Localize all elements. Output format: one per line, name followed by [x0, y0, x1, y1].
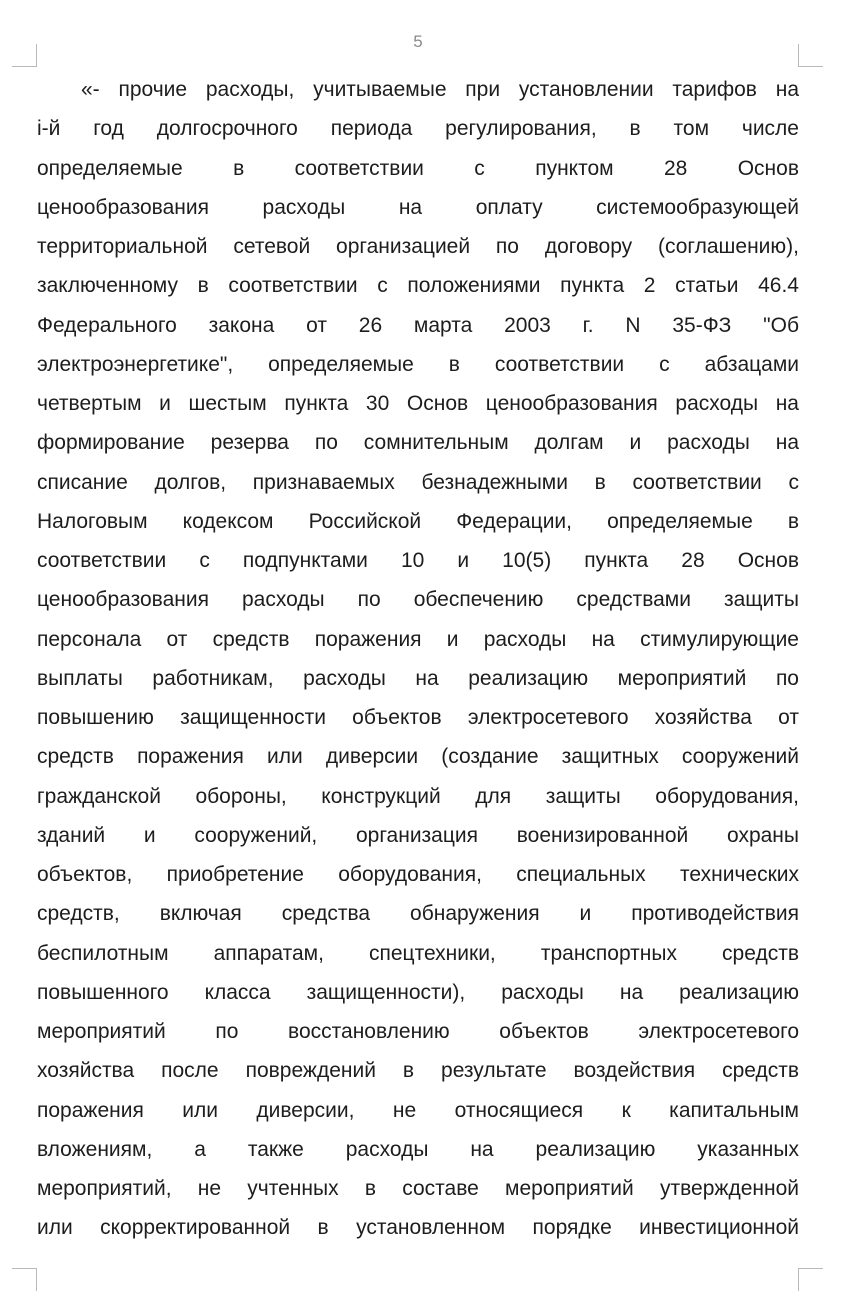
text-line: средств поражения или диверсии (создание защитных сооружений	[37, 745, 799, 769]
text-line: четвертым и шестым пункта 30 Основ ценообразования расходы на	[37, 392, 799, 415]
text-line: формирование резерва по сомнительным долгам и расходы на	[37, 431, 799, 455]
crop-mark-top-right	[798, 44, 823, 67]
text-line: повышению защищенности объектов электросетевого хозяйства от	[37, 706, 799, 729]
text-line: Налоговым кодексом Российской Федерации, определяемые в	[37, 509, 799, 533]
text-line: поражения или диверсии, не относящиеся к капитальным	[37, 1098, 799, 1122]
body-paragraph	[37, 70, 799, 1248]
text-line: списание долгов, признаваемых безнадежными в соответствии с	[37, 470, 799, 494]
text-line: или скорректированной в установленном порядке инвестиционной	[37, 1216, 799, 1240]
text-line: территориальной сетевой организацией по договору (соглашению),	[37, 235, 799, 258]
text-line: хозяйства после повреждений в результате воздействия средств	[37, 1059, 799, 1083]
text-line: персонала от средств поражения и расходы на стимулирующие	[37, 627, 799, 651]
text-line: объектов, приобретение оборудования, специальных технических	[37, 863, 799, 886]
text-line: зданий и сооружений, организация военизированной охраны	[37, 823, 799, 847]
crop-mark-top-left	[12, 44, 37, 67]
text-line: беспилотным аппаратам, спецтехники, транспортных средств	[37, 941, 799, 965]
text-line: электроэнергетике", определяемые в соответствии с абзацами	[37, 352, 799, 376]
text-line: ценообразования расходы на оплату системообразующей	[37, 195, 799, 219]
text-line: повышенного класса защищенности), расходы на реализацию	[37, 980, 799, 1004]
text-line: ценообразования расходы по обеспечению средствами защиты	[37, 588, 799, 612]
text-line: гражданской обороны, конструкций для защиты оборудования,	[37, 784, 799, 808]
text-line: Федерального закона от 26 марта 2003 г. N 35-ФЗ "Об	[37, 313, 799, 337]
text-line: мероприятий по восстановлению объектов электросетевого	[37, 1020, 799, 1043]
text-line: определяемые в соответствии с пунктом 28 Основ	[37, 156, 799, 180]
text-line: выплаты работникам, расходы на реализацию мероприятий по	[37, 666, 799, 690]
text-line: вложениям, а также расходы на реализацию указанных	[37, 1137, 799, 1161]
text-line: i-й год долгосрочного периода регулирования, в том числе	[37, 117, 799, 141]
text-line: соответствии с подпунктами 10 и 10(5) пункта 28 Основ	[37, 549, 799, 572]
text-line: «- прочие расходы, учитываемые при установлении тарифов на	[81, 78, 799, 101]
text-line: мероприятий, не учтенных в составе мероприятий утвержденной	[37, 1177, 799, 1200]
page-number: 5	[413, 32, 423, 51]
text-line: средств, включая средства обнаружения и противодействия	[37, 902, 799, 926]
text-line: заключенному в соответствии с положениями пункта 2 статьи 46.4	[37, 274, 799, 298]
